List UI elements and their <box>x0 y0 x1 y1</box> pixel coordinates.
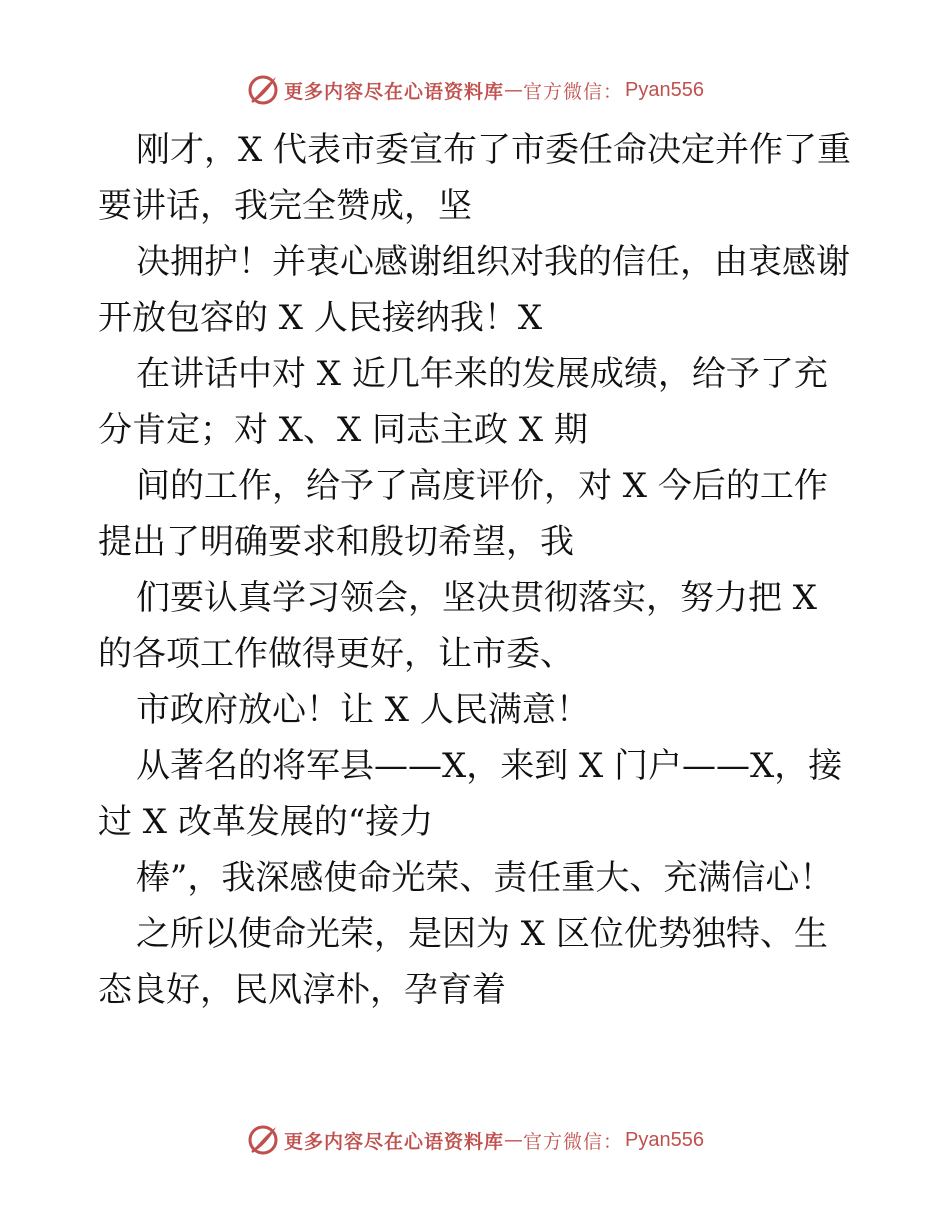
footer-banner <box>0 1120 950 1160</box>
text-line: 过 X 改革发展的“接力 <box>98 802 434 842</box>
text-line: 们要认真学习领会，坚决贯彻落实，努力把 X <box>136 578 818 618</box>
footer-brand-text: 更多内容尽在心语资料库 <box>284 1130 505 1153</box>
text-line: 市政府放心！让 X 人民满意！ <box>136 690 590 730</box>
text-line: 的各项工作做得更好，让市委、 <box>98 634 574 674</box>
text-line: 分肯定；对 X、X 同志主政 X 期 <box>98 410 588 450</box>
text-line: 刚才，X 代表市委宣布了市委任命决定并作了重 <box>136 130 852 170</box>
quill-logo-icon <box>246 73 280 107</box>
header-banner <box>0 70 950 110</box>
footer-dash: — <box>504 1129 524 1151</box>
footer-contact-id: Pyan556 <box>625 1128 704 1151</box>
quill-logo-icon <box>246 1123 280 1157</box>
header-contact-label: 官方微信： <box>523 80 624 103</box>
text-line: 态良好，民风淳朴，孕育着 <box>98 970 506 1010</box>
text-line: 开放包容的 X 人民接纳我！X <box>98 298 543 338</box>
text-line: 决拥护！并衷心感谢组织对我的信任，由衷感谢 <box>136 242 850 282</box>
header-contact-id: Pyan556 <box>625 78 704 101</box>
header-brand-text: 更多内容尽在心语资料库 <box>284 80 505 103</box>
text-line: 在讲话中对 X 近几年来的发展成绩，给予了充 <box>136 354 828 394</box>
text-line: 从著名的将军县——X，来到 X 门户——X，接 <box>136 746 843 786</box>
footer-contact-label: 官方微信： <box>523 1130 624 1153</box>
header-dash: — <box>504 79 524 101</box>
text-line: 之所以使命光荣，是因为 X 区位优势独特、生 <box>136 914 828 954</box>
text-line: 棒”，我深感使命光荣、责任重大、充满信心！ <box>136 858 834 898</box>
text-line: 要讲话，我完全赞成，坚 <box>98 186 472 226</box>
text-line: 提出了明确要求和殷切希望，我 <box>98 522 574 562</box>
text-line: 间的工作，给予了高度评价，对 X 今后的工作 <box>136 466 828 506</box>
document-body <box>98 122 858 1018</box>
